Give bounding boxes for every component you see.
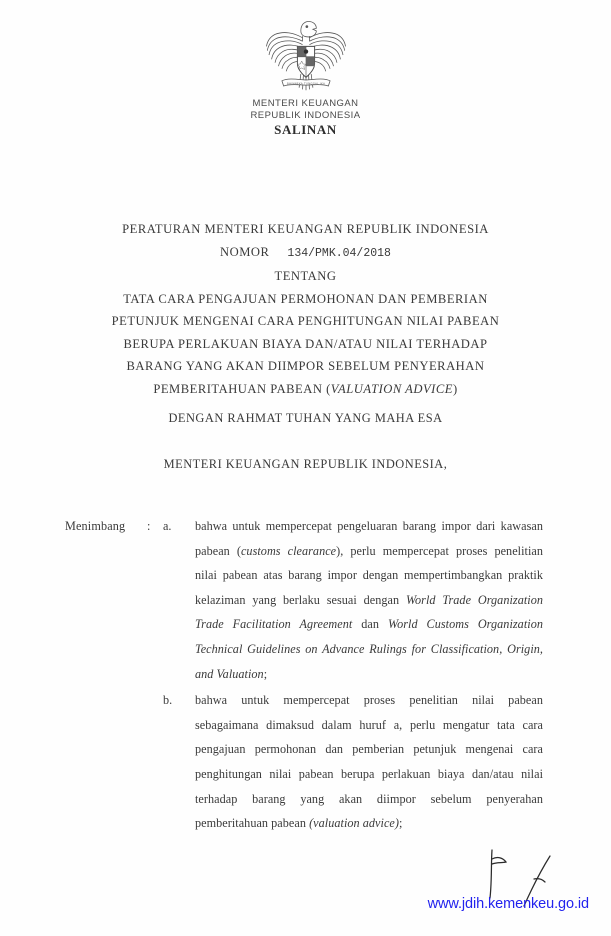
subject-line-4: BARANG YANG AKAN DIIMPOR SEBELUM PENYERAHAN	[126, 359, 485, 373]
considering-item-a	[65, 514, 543, 686]
considering-colon: :	[147, 519, 151, 533]
tentang-label: TENTANG	[274, 269, 337, 283]
document-masthead	[0, 12, 611, 138]
jdih-footer-url[interactable]: www.jdih.kemenkeu.go.id	[427, 896, 589, 912]
nomor-value: 134/PMK.04/2018	[287, 246, 391, 260]
issuing-authority-line: MENTERI KEUANGAN REPUBLIK INDONESIA,	[163, 457, 448, 471]
regulation-heading: PERATURAN MENTERI KEUANGAN REPUBLIK INDONESIA	[122, 222, 489, 236]
body-text-run: ;	[263, 666, 268, 681]
italic-term: customs clearance	[240, 543, 337, 558]
italic-term: (valuation advice)	[309, 816, 399, 831]
regulation-number-line	[60, 241, 551, 266]
garuda-pancasila-emblem	[263, 12, 349, 98]
considering-item-b	[65, 688, 543, 836]
ministry-name-line-2: REPUBLIK INDONESIA	[250, 109, 361, 121]
salinan-stamp: SALINAN	[274, 122, 337, 137]
nomor-label: NOMOR	[220, 244, 270, 259]
ministry-name-line-1: MENTERI KEUANGAN	[252, 98, 359, 109]
svg-text:BHINNEKA TUNGGAL IKA: BHINNEKA TUNGGAL IKA	[286, 81, 325, 86]
considering-section	[65, 514, 543, 836]
subject-line-2: PETUNJUK MENGENAI CARA PENGHITUNGAN NILAI PABEAN	[111, 314, 500, 328]
italic-term: World Trade Organization Trade Facilitation Agreement	[195, 592, 543, 632]
subject-line-1: TATA CARA PENGAJUAN PERMOHONAN DAN PEMBERIAN	[123, 291, 488, 306]
considering-label: Menimbang	[65, 519, 126, 533]
body-text-run: bahwa untuk mempercepat proses penelitian nilai pabean sebagaimana dimaksud dalam huruf a, perlu mengatur tata cara pengajuan permohonan dan pemberian petunjuk mengenai cara penghitungan nilai pabean berupa perlakuan biaya dan/atau nilai terhadap barang yang akan diimpor sebelum penyerahan pemberitahuan pabean	[195, 693, 543, 831]
blessing-line: DENGAN RAHMAT TUHAN YANG MAHA ESA	[168, 411, 443, 425]
subject-line-5	[60, 378, 551, 401]
preamble-spacer	[60, 428, 551, 454]
considering-marker-b: b.	[163, 693, 173, 708]
considering-text-a	[195, 514, 543, 686]
body-text-run: dan	[352, 617, 388, 632]
subject-line-5-suffix: )	[452, 381, 458, 396]
body-text-run: ;	[398, 816, 403, 831]
subject-line-3: BERUPA PERLAKUAN BIAYA DAN/ATAU NILAI TERHADAP	[123, 336, 488, 351]
considering-marker-a: a.	[163, 519, 172, 533]
subject-line-5-prefix: PEMBERITAHUAN PABEAN (	[153, 381, 331, 396]
body-text-run: ), perlu mempercepat proses penelitian nilai pabean atas barang impor dengan mempertimbangkan praktik kelaziman yang berlaku sesuai dengan	[195, 543, 543, 607]
italic-term: World Customs Organization Technical Guidelines on Advance Rulings for Classification, Origin, and Valuation	[195, 617, 543, 681]
decree-preamble	[60, 408, 551, 474]
body-text-run: bahwa untuk mempercepat pengeluaran barang impor dari kawasan pabean (	[195, 519, 543, 558]
regulation-title-block	[60, 218, 551, 400]
considering-text-b	[195, 688, 543, 836]
subject-line-5-italic: VALUATION ADVICE	[330, 381, 453, 396]
